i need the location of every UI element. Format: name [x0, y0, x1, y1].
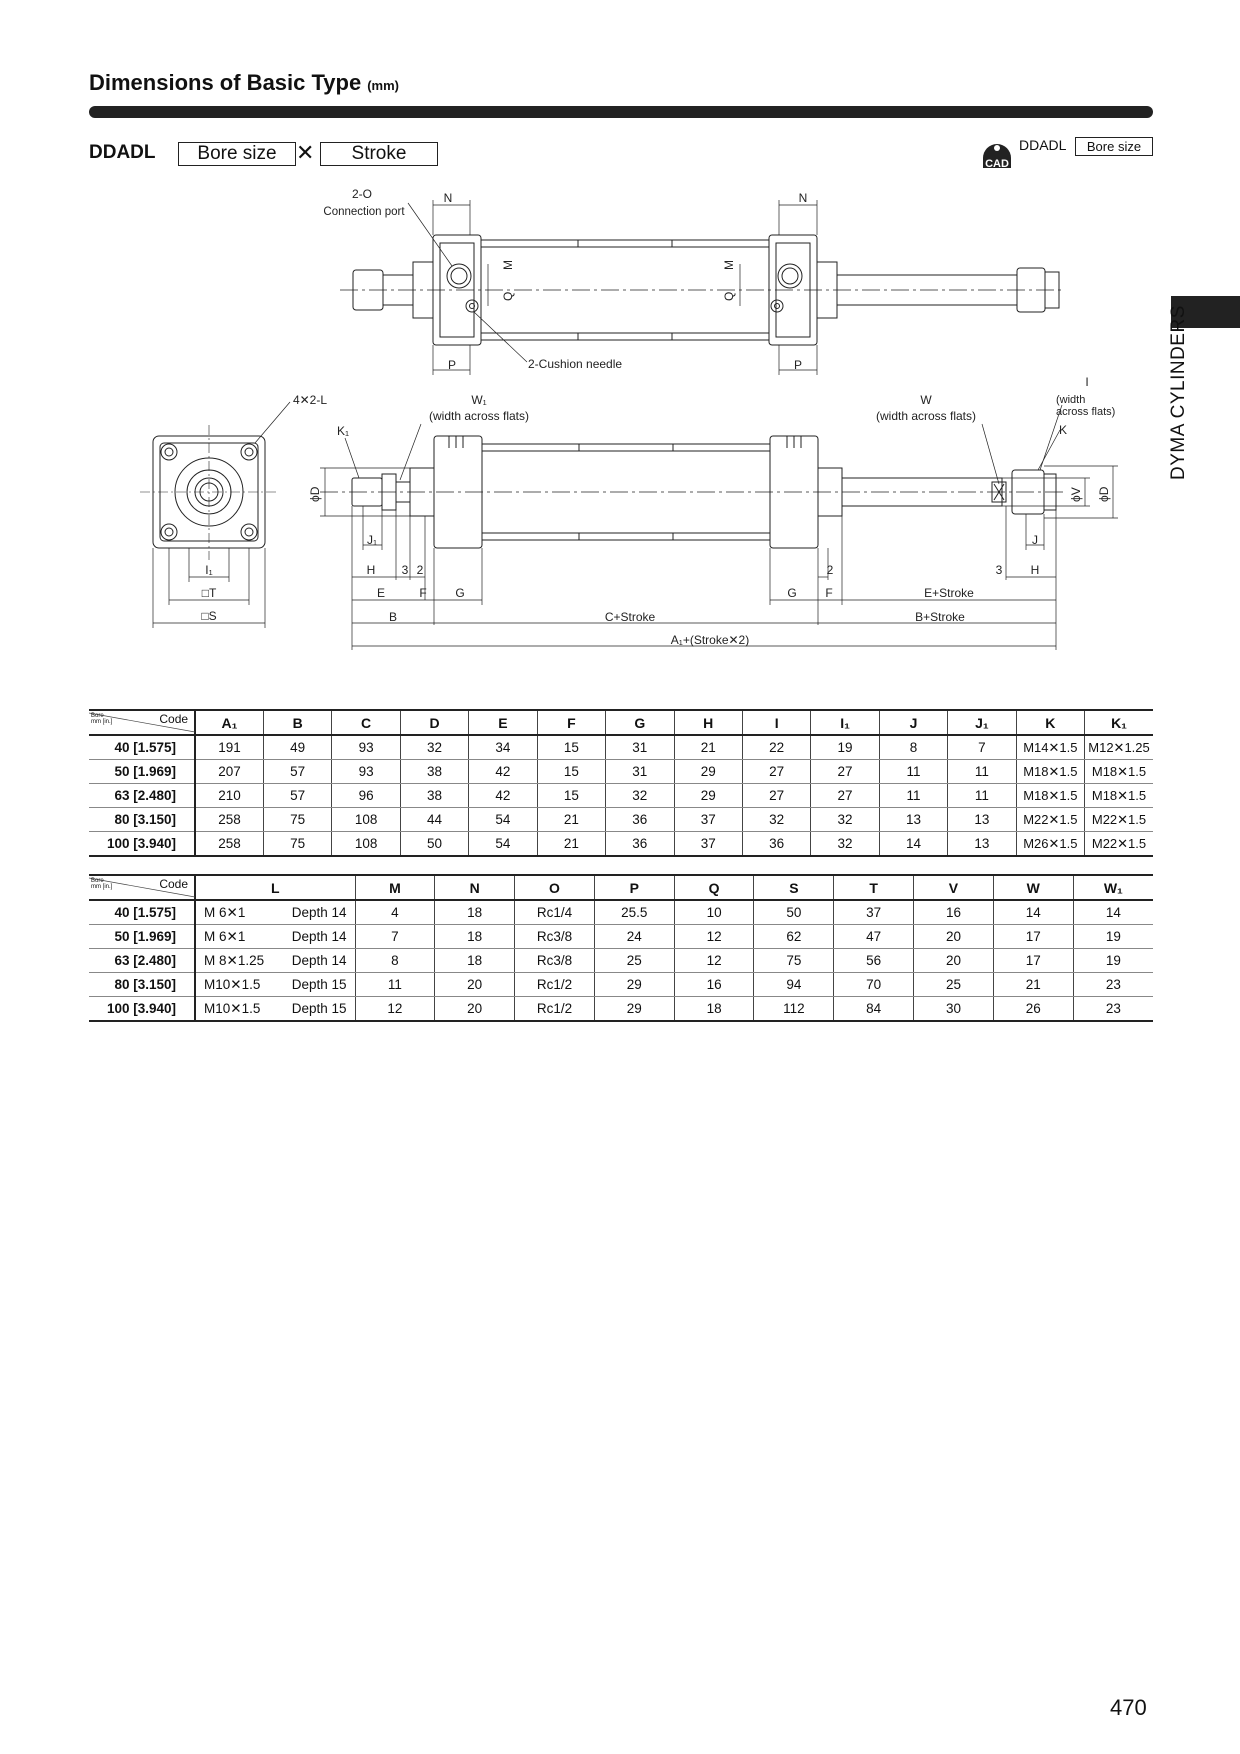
label-c-stroke: C+Stroke [604, 610, 656, 624]
label-b-stroke: B+Stroke [915, 610, 965, 624]
header-d: D [400, 710, 468, 735]
cell: 19 [811, 735, 879, 760]
corner-code-label: Code [159, 712, 189, 726]
cell: 31 [606, 760, 674, 784]
cell: 96 [332, 784, 400, 808]
cell: 8 [355, 949, 435, 973]
label-2-left: 2 [416, 563, 424, 577]
cell: 15 [537, 735, 605, 760]
header-e: E [469, 710, 537, 735]
label-3-left: 3 [401, 563, 409, 577]
cell: 49 [263, 735, 331, 760]
table-row [89, 973, 1153, 997]
cell: 37 [674, 832, 742, 857]
cell: 16 [674, 973, 754, 997]
cell: 108 [332, 832, 400, 857]
label-i-flats: across flats) [1056, 406, 1116, 418]
cell: 258 [195, 832, 263, 857]
label-s: □S [201, 609, 217, 623]
label-n-left: N [443, 191, 453, 205]
top-view-labels [323, 187, 807, 372]
l-thread: M 6✕1 [204, 928, 246, 944]
cell: 21 [537, 832, 605, 857]
bore-cell: 80 [3.150] [89, 973, 195, 997]
times-sign: ✕ [296, 140, 315, 165]
cell: 36 [606, 808, 674, 832]
cell: 15 [537, 760, 605, 784]
cell: 10 [674, 900, 754, 925]
table-row [89, 784, 1153, 808]
cell: 94 [754, 973, 834, 997]
cell: 18 [435, 900, 515, 925]
table-row [89, 949, 1153, 973]
cad-icon-text: CAD [985, 158, 1009, 170]
label-g-right: G [787, 586, 797, 600]
table-header-row [89, 875, 1153, 900]
cell: 14 [993, 900, 1073, 925]
cell: 18 [435, 925, 515, 949]
header-c: C [332, 710, 400, 735]
cell: 54 [469, 832, 537, 857]
cell: 20 [914, 949, 994, 973]
cell: 25 [914, 973, 994, 997]
header-j: J [879, 710, 947, 735]
cell: 17 [993, 925, 1073, 949]
cell: 29 [674, 760, 742, 784]
cell: 112 [754, 997, 834, 1022]
cell: 32 [811, 832, 879, 857]
header-i: I [742, 710, 810, 735]
cell: 17 [993, 949, 1073, 973]
l-cell [195, 997, 355, 1022]
label-p-left: P [447, 358, 457, 372]
cell: 56 [834, 949, 914, 973]
cell: 29 [594, 973, 674, 997]
header-b: B [263, 710, 331, 735]
l-cell [195, 900, 355, 925]
bore-cell: 63 [2.480] [89, 949, 195, 973]
side-label: DYMA CYLINDERS [1168, 305, 1189, 480]
label-4x2-l: 4✕2-L [292, 393, 328, 407]
bore-cell: 50 [1.969] [89, 925, 195, 949]
cell: 4 [355, 900, 435, 925]
label-q-left: Q [501, 291, 515, 301]
label-a1-stroke: A₁+(Stroke✕2) [670, 633, 750, 647]
cell: 21 [993, 973, 1073, 997]
cell: 37 [834, 900, 914, 925]
cell: 12 [355, 997, 435, 1022]
cell: 36 [606, 832, 674, 857]
header-p: P [594, 875, 674, 900]
header-v: V [914, 875, 994, 900]
header-q: Q [674, 875, 754, 900]
cell: M18✕1.5 [1016, 760, 1084, 784]
header-w1: W₁ [1073, 875, 1153, 900]
l-depth: Depth 15 [291, 1000, 347, 1016]
header-a1: A₁ [195, 710, 263, 735]
dimensions-table-1 [89, 709, 1153, 857]
label-cushion-needle: 2-Cushion needle [528, 357, 623, 371]
cell: 44 [400, 808, 468, 832]
cell: 38 [400, 760, 468, 784]
cell: 20 [435, 973, 515, 997]
cell: M12✕1.25 [1085, 735, 1153, 760]
cell: 25 [594, 949, 674, 973]
label-i: I [1085, 375, 1089, 389]
cell: 32 [811, 808, 879, 832]
cell: 11 [948, 784, 1016, 808]
header-n: N [435, 875, 515, 900]
label-b: B [388, 610, 398, 624]
cell: 75 [263, 832, 331, 857]
cell: Rc3/8 [515, 949, 595, 973]
table-row [89, 925, 1153, 949]
label-v: ϕV [1069, 487, 1083, 502]
cell: 27 [811, 760, 879, 784]
cell: 32 [742, 808, 810, 832]
cell: 84 [834, 997, 914, 1022]
label-m-left: M [501, 260, 515, 270]
label-j: J [1032, 533, 1038, 547]
cell: M22✕1.5 [1085, 808, 1153, 832]
cell: 21 [674, 735, 742, 760]
cell: 22 [742, 735, 810, 760]
table-row [89, 832, 1153, 857]
cell: 13 [948, 832, 1016, 857]
stroke-box: Stroke [320, 142, 438, 166]
cell: 30 [914, 997, 994, 1022]
l-cell [195, 949, 355, 973]
cell: 93 [332, 760, 400, 784]
cell: 32 [606, 784, 674, 808]
cell: M18✕1.5 [1085, 760, 1153, 784]
label-w-flats: (width across flats) [875, 409, 977, 423]
cell: 21 [537, 808, 605, 832]
cell: 23 [1073, 997, 1153, 1022]
label-f-left: F [419, 586, 427, 600]
label-m-right: M [722, 260, 736, 270]
cell: 29 [594, 997, 674, 1022]
l-thread: M 6✕1 [204, 904, 246, 920]
cell: 42 [469, 760, 537, 784]
cell: 19 [1073, 949, 1153, 973]
label-2-right: 2 [826, 563, 834, 577]
l-thread: M10✕1.5 [204, 976, 261, 992]
top-view [340, 200, 1065, 375]
cell: 108 [332, 808, 400, 832]
cell: 11 [355, 973, 435, 997]
cell: 11 [879, 784, 947, 808]
cell: M26✕1.5 [1016, 832, 1084, 857]
cell: M22✕1.5 [1016, 808, 1084, 832]
cell: 12 [674, 925, 754, 949]
header-i1: I₁ [811, 710, 879, 735]
cell: 207 [195, 760, 263, 784]
cell: 62 [754, 925, 834, 949]
table-row [89, 997, 1153, 1022]
cell: 70 [834, 973, 914, 997]
l-depth: Depth 14 [291, 952, 347, 968]
l-cell [195, 973, 355, 997]
bore-cell: 40 [1.575] [89, 900, 195, 925]
l-cell [195, 925, 355, 949]
label-w1: W₁ [471, 393, 487, 407]
bore-size-box: Bore size [178, 142, 296, 166]
l-depth: Depth 15 [291, 976, 347, 992]
cell: 7 [355, 925, 435, 949]
cell: 42 [469, 784, 537, 808]
cell: 26 [993, 997, 1073, 1022]
label-i1: I₁ [205, 563, 213, 577]
header-f: F [537, 710, 605, 735]
cell: 14 [1073, 900, 1153, 925]
label-t: □T [201, 586, 217, 600]
table-row [89, 760, 1153, 784]
header-g: G [606, 710, 674, 735]
l-thread: M 8✕1.25 [204, 952, 265, 968]
bore-cell: 63 [2.480] [89, 784, 195, 808]
header-k: K [1016, 710, 1084, 735]
corner-bore-label: Bore mm [in.] [91, 878, 113, 890]
cell: 210 [195, 784, 263, 808]
l-depth: Depth 14 [291, 904, 347, 920]
cell: 37 [674, 808, 742, 832]
cell: M22✕1.5 [1085, 832, 1153, 857]
header-w: W [993, 875, 1073, 900]
corner-cell [89, 875, 195, 900]
corner-cell [89, 710, 195, 735]
cell: 75 [754, 949, 834, 973]
table-row [89, 808, 1153, 832]
label-2-o: 2-O [351, 187, 373, 201]
label-j1: J₁ [366, 533, 378, 547]
cell: M14✕1.5 [1016, 735, 1084, 760]
cell: 18 [674, 997, 754, 1022]
cell: 57 [263, 784, 331, 808]
header-t: T [834, 875, 914, 900]
cad-model-code: DDADL [1019, 137, 1067, 153]
label-i-width: (width [1056, 394, 1086, 406]
page-number: 470 [1110, 1695, 1147, 1720]
label-p-right: P [793, 358, 803, 372]
cell: 15 [537, 784, 605, 808]
cell: Rc1/2 [515, 973, 595, 997]
cell: 191 [195, 735, 263, 760]
label-3-right: 3 [995, 563, 1003, 577]
corner-code-label: Code [159, 877, 188, 891]
bore-cell: 100 [3.940] [89, 997, 195, 1022]
cell: 20 [435, 997, 515, 1022]
header-o: O [515, 875, 595, 900]
cell: 20 [914, 925, 994, 949]
header-h: H [674, 710, 742, 735]
header-m: M [355, 875, 435, 900]
corner-bore-label: Bore mm [in.] [91, 713, 113, 725]
cell: 12 [674, 949, 754, 973]
cell: 57 [263, 760, 331, 784]
cell: Rc1/4 [515, 900, 595, 925]
label-h-right: H [1030, 563, 1040, 577]
label-n-right: N [798, 191, 808, 205]
label-w: W [920, 393, 932, 407]
cell: 50 [754, 900, 834, 925]
cell: 27 [742, 760, 810, 784]
cell: 25.5 [594, 900, 674, 925]
table-row [89, 900, 1153, 925]
label-f-right: F [825, 586, 833, 600]
header-s: S [754, 875, 834, 900]
cell: 32 [400, 735, 468, 760]
label-e: E [376, 586, 386, 600]
cell: 24 [594, 925, 674, 949]
header-j1: J₁ [948, 710, 1016, 735]
cell: 14 [879, 832, 947, 857]
cell: 31 [606, 735, 674, 760]
cell: 18 [435, 949, 515, 973]
cell: 23 [1073, 973, 1153, 997]
label-d-left: ϕD [308, 486, 322, 502]
cad-bore-size-box: Bore size [1075, 137, 1153, 156]
end-view-labels [201, 393, 327, 623]
cell: 54 [469, 808, 537, 832]
cell: 38 [400, 784, 468, 808]
cell: 7 [948, 735, 1016, 760]
cell: 29 [674, 784, 742, 808]
cell: 11 [879, 760, 947, 784]
cell: 258 [195, 808, 263, 832]
cell: 27 [742, 784, 810, 808]
label-h-left: H [366, 563, 376, 577]
cell: 36 [742, 832, 810, 857]
side-view-labels [308, 375, 1115, 647]
table-row [89, 735, 1153, 760]
label-q-right: Q [722, 291, 736, 301]
cell: 11 [948, 760, 1016, 784]
cell: 13 [879, 808, 947, 832]
header-k1: K₁ [1085, 710, 1153, 735]
l-thread: M10✕1.5 [204, 1000, 261, 1016]
label-w1-flats: (width across flats) [428, 409, 530, 423]
cell: 47 [834, 925, 914, 949]
cell: 16 [914, 900, 994, 925]
cell: 27 [811, 784, 879, 808]
cell: 75 [263, 808, 331, 832]
bore-cell: 50 [1.969] [89, 760, 195, 784]
label-e-stroke: E+Stroke [924, 586, 974, 600]
cell: 13 [948, 808, 1016, 832]
cell: 50 [400, 832, 468, 857]
cell: M18✕1.5 [1085, 784, 1153, 808]
title-unit: (mm) [367, 78, 399, 93]
cell: 8 [879, 735, 947, 760]
bore-cell: 80 [3.150] [89, 808, 195, 832]
label-d-right: ϕD [1097, 486, 1111, 502]
side-view [320, 405, 1118, 650]
cell: 93 [332, 735, 400, 760]
model-code: DDADL [89, 142, 156, 163]
bore-cell: 100 [3.940] [89, 832, 195, 857]
cell: 19 [1073, 925, 1153, 949]
cell: Rc1/2 [515, 997, 595, 1022]
cell: M18✕1.5 [1016, 784, 1084, 808]
bore-cell: 40 [1.575] [89, 735, 195, 760]
label-k: K [1058, 423, 1068, 437]
l-depth: Depth 14 [291, 928, 347, 944]
cell: Rc3/8 [515, 925, 595, 949]
label-g-left: G [455, 586, 465, 600]
header-l: L [195, 875, 355, 900]
table-header-row [89, 710, 1153, 735]
dimensions-table-2 [89, 874, 1153, 1022]
label-k1: K₁ [336, 424, 350, 438]
label-connection-port: Connection port [323, 206, 405, 218]
cylinder-drawing [0, 0, 1240, 660]
title-text: Dimensions of Basic Type [89, 70, 362, 95]
cell: 34 [469, 735, 537, 760]
